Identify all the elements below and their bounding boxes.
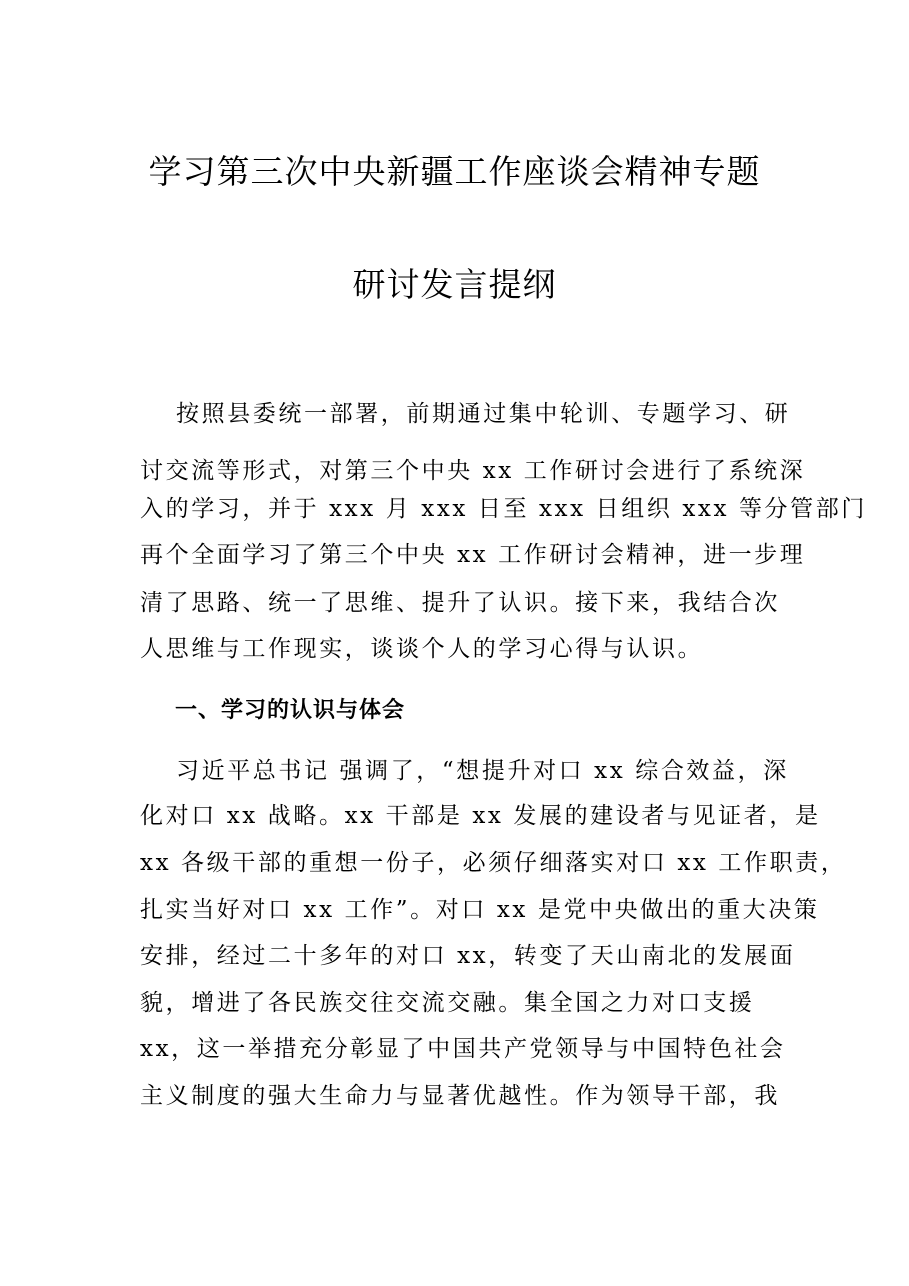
document-title-line-1: 学习第三次中央新疆工作座谈会精神专题	[148, 152, 761, 191]
section-1-heading: 一、学习的认识与体会	[175, 698, 406, 723]
paragraph-2-line-8: 主义制度的强大生命力与显著优越性。作为领导干部，我	[140, 1083, 780, 1109]
paragraph-1-line-1: 按照县委统一部署，前期通过集中轮训、专题学习、研	[176, 401, 791, 427]
paragraph-1-line-6: 人思维与工作现实，谈谈个人的学习心得与认识。	[140, 636, 704, 662]
paragraph-2-line-4: 扎实当好对口 xx 工作”。对口 xx 是党中央做出的重大决策	[140, 897, 820, 923]
paragraph-2-line-5: 安排，经过二十多年的对口 xx，转变了天山南北的发展面	[140, 943, 796, 969]
paragraph-1-line-5: 清了思路、统一了思维、提升了认识。接下来，我结合次	[140, 590, 780, 616]
paragraph-1-line-2: 讨交流等形式，对第三个中央 xx 工作研讨会进行了系统深	[140, 458, 806, 484]
document-title-line-2: 研讨发言提纲	[352, 265, 557, 304]
paragraph-1-line-3: 入的学习，并于 xxx 月 xxx 日至 xxx 日组织 xxx 等分管部门	[140, 496, 867, 522]
paragraph-2-line-3: xx 各级干部的重想一份子，必须仔细落实对口 xx 工作职责，	[140, 850, 847, 876]
paragraph-2-line-1: 习近平总书记 强调了，“想提升对口 xx 综合效益，深	[176, 758, 789, 784]
paragraph-2-line-2: 化对口 xx 战略。xx 干部是 xx 发展的建设者与见证者，是	[140, 803, 821, 829]
paragraph-2-line-7: xx，这一举措充分彰显了中国共产党领导与中国特色社会	[140, 1036, 786, 1062]
paragraph-1-line-4: 再个全面学习了第三个中央 xx 工作研讨会精神，进一步理	[140, 542, 806, 568]
paragraph-2-line-6: 貌，增进了各民族交往交流交融。集全国之力对口支援	[140, 990, 755, 1016]
